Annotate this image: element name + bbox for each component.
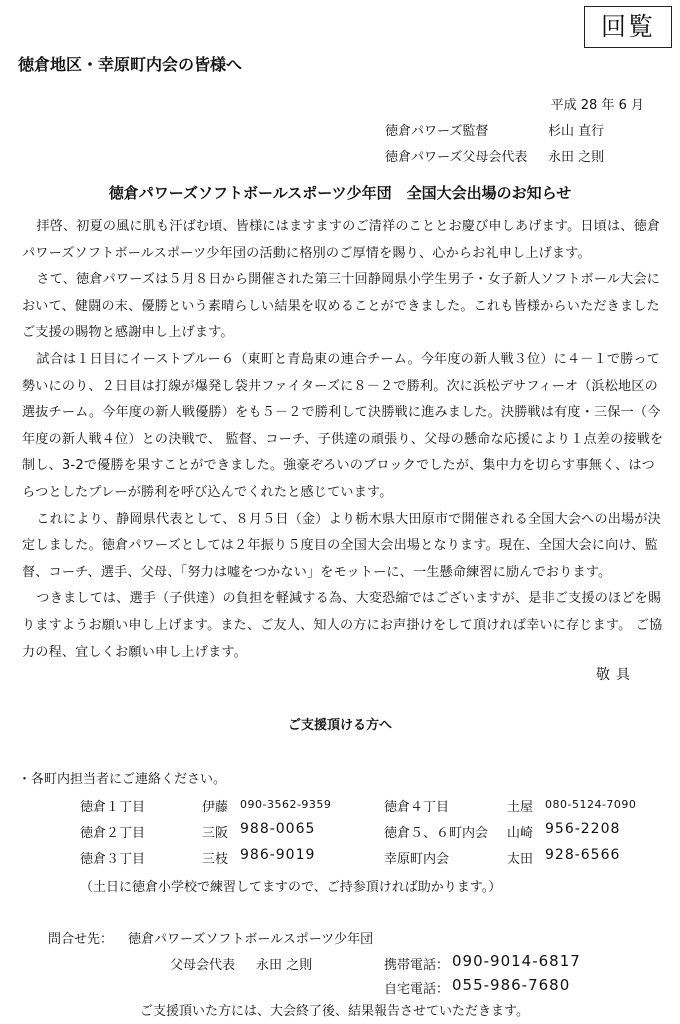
inquiry-rep-title: 父母会代表 [170, 958, 236, 973]
closing: 敬具 [596, 667, 636, 683]
contact-phone: 956-2208 [545, 821, 621, 837]
sender-title-coach: 徳倉パワーズ監督 [385, 124, 489, 139]
contact-name: 太田 [507, 852, 534, 867]
contact-phone: 988-0065 [240, 821, 316, 837]
contact-area: 徳倉４丁目 [384, 800, 450, 815]
contact-area: 徳倉３丁目 [80, 852, 146, 867]
issue-date: 平成 28 年 6 月 [550, 98, 644, 113]
contact-area: 徳倉１丁目 [80, 800, 146, 815]
letter-body [22, 214, 668, 666]
contact-phone: 080-5124-7090 [545, 798, 637, 811]
inquiry-rep-name: 永田 之則 [256, 958, 313, 973]
mobile-label: 携帯電話： [384, 958, 450, 973]
document-title: 徳倉パワーズソフトボールスポーツ少年団 全国大会出場のお知らせ [108, 184, 572, 202]
contact-area: 幸原町内会 [384, 852, 450, 867]
contact-name: 山崎 [507, 826, 534, 841]
contact-name: 三枝 [202, 852, 229, 867]
contact-area: 徳倉２丁目 [80, 826, 146, 841]
circulation-stamp: 回覧 [584, 6, 672, 48]
sender-name-parents: 永田 之則 [548, 150, 605, 165]
contact-phone: 090-3562-9359 [240, 798, 332, 811]
final-note: ご支援頂いた方には、大会終了後、結果報告させていただきます。 [140, 1004, 529, 1019]
contact-name: 伊藤 [202, 800, 229, 815]
inquiry-organization: 徳倉パワーズソフトボールスポーツ少年団 [128, 932, 374, 947]
contact-note: ・各町内担当者にご連絡ください。 [18, 772, 227, 787]
paragraph-request: つきましては、選手（子供達）の負担を軽減する為、大変恐縮ではございますが、是非ご支援のほどを賜りますようお願い申し上げます。また、ご友人、知人の方にお声掛けをして頂ければ幸いに存じます。 ご協力の程、宜しくお願い申し上げます。 [22, 591, 663, 660]
inquiry-label: 問合せ先： [48, 932, 114, 947]
paragraph-result: さて、徳倉パワーズは５月８日から開催された第三十回静岡県小学生男子・女子新人ソフトボール大会において、健闘の末、優勝という素晴らしい結果を収めることができました。これも皆様からいただきましたご支援の賜物と感謝申し上げます。 [22, 272, 661, 341]
contact-phone: 928-6566 [545, 847, 621, 863]
sender-name-coach: 杉山 直行 [548, 124, 605, 139]
practice-note: （土日に徳倉小学校で練習してますので、ご持参頂ければ助かります。） [80, 880, 502, 895]
contact-phone: 986-9019 [240, 847, 316, 863]
addressee: 徳倉地区・幸原町内会の皆様へ [18, 55, 243, 74]
contact-name: 三阪 [202, 826, 229, 841]
paragraph-games: 試合は１日目にイーストブルー６（東町と青島東の連合チーム。今年度の新人戦３位）に４－１で勝って勢いにのり、２日目は打線が爆発し袋井ファイターズに８－２で勝利。次に浜松デサフィーオ（浜松地区の選抜チーム。今年度の新人戦優勝）をも５－２で勝利して決勝戦に進みました。決勝戦は有度・三保一（今年度の新人戦４位）との決戦で、 監督、コーチ、子供達の頑張り、父母の懸命な応援により１点差の接戦を制し、3-2で優勝を果すことができました。強豪ぞろいのブロックでしたが、集中力を切らす事無く、はつらつとしたプレーが勝利を呼び込んでくれたと感じています。 [22, 351, 664, 500]
support-heading: ご支援頂ける方へ [287, 718, 392, 733]
paragraph-national: これにより、静岡県代表として、８月５日（金）より栃木県大田原市で開催される全国大会への出場が決定しました。徳倉パワーズとしては２年振り５度目の全国大会出場となります。現在、全国大会に向け、監督、コーチ、選手、父母、「努力は嘘をつかない」をモットーに、一生懸命練習に励んでおります。 [22, 511, 661, 580]
contact-name: 土屋 [507, 800, 534, 815]
sender-title-parents: 徳倉パワーズ父母会代表 [385, 150, 528, 165]
contact-area: 徳倉５、６町内会 [384, 826, 489, 841]
paragraph-greeting: 拝啓、初夏の風に肌も汗ばむ頃、皆様にはますますのご清祥のこととお慶び申しあげます。日頃は、徳倉パワーズソフトボールスポーツ少年団の活動に格別のご厚情を賜り、心からお礼申し上げます。 [22, 219, 661, 261]
mobile-number: 090-9014-6817 [452, 952, 581, 970]
home-label: 自宅電話： [384, 982, 450, 997]
home-number: 055-986-7680 [452, 976, 571, 994]
